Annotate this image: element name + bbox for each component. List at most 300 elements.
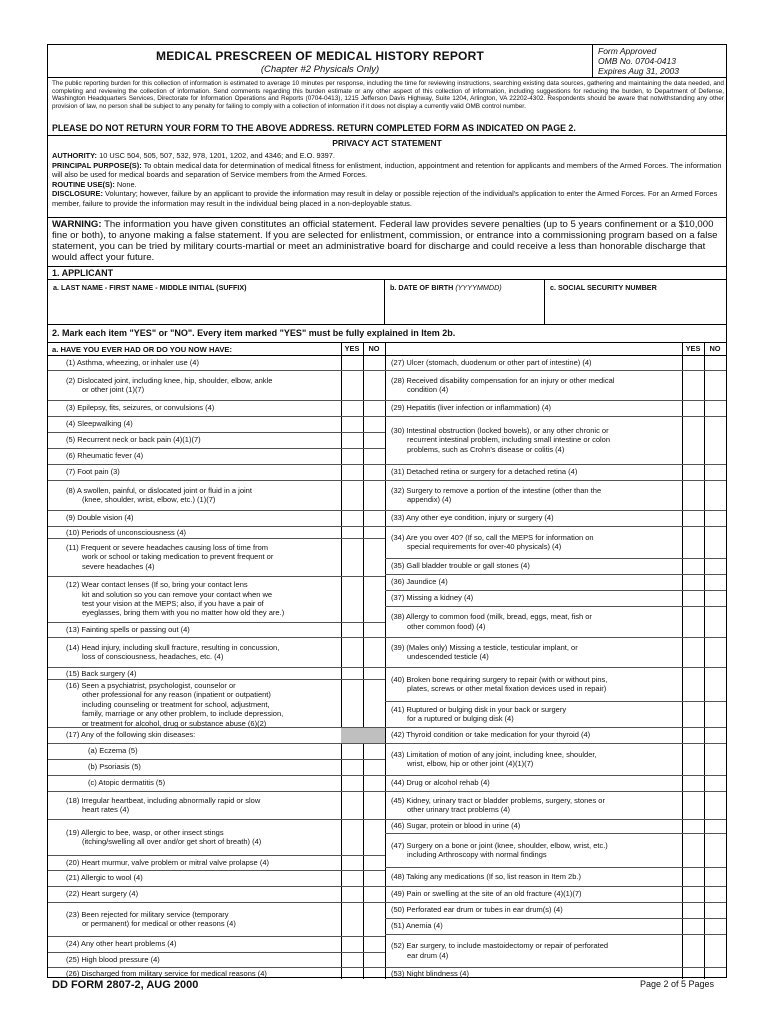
right-question-item	[391, 705, 566, 724]
question-line: (a) Eczema (5)	[88, 746, 138, 756]
left-row-divider	[48, 759, 385, 760]
right-yes-checkbox[interactable]	[682, 400, 704, 416]
right-no-checkbox[interactable]	[704, 558, 726, 574]
right-yes-checkbox[interactable]	[682, 743, 704, 775]
left-question-item	[66, 889, 138, 898]
right-yes-checkbox[interactable]	[682, 558, 704, 574]
question-line: (26) Discharged from military service for medical reasons (4)	[66, 969, 267, 978]
right-yes-checkbox[interactable]	[682, 510, 704, 526]
question-line: (7) Foot pain (3)	[66, 467, 120, 477]
left-no-checkbox[interactable]	[363, 480, 385, 510]
right-no-checkbox[interactable]	[704, 606, 726, 637]
left-question-item	[66, 513, 134, 522]
question-line: (31) Detached retina or surgery for a detached retina (4)	[391, 467, 578, 477]
right-row-divider	[385, 967, 726, 968]
left-question-item	[66, 681, 283, 728]
left-no-checkbox[interactable]	[363, 936, 385, 952]
left-no-checkbox[interactable]	[363, 791, 385, 819]
question-line: (3) Epilepsy, fits, seizures, or convulsions (4)	[66, 403, 215, 413]
right-row-divider	[385, 775, 726, 776]
left-no-checkbox[interactable]	[363, 855, 385, 870]
right-question-item	[391, 533, 594, 552]
right-question-item	[391, 750, 597, 769]
right-yes-checkbox[interactable]	[682, 918, 704, 934]
left-yes-checkbox[interactable]	[341, 679, 363, 727]
left-row-divider	[48, 679, 385, 680]
left-question-item	[66, 358, 199, 367]
right-yes-checkbox[interactable]	[682, 727, 704, 743]
question-line: (23) Been rejected for military service (temporary	[66, 909, 229, 919]
left-row-divider	[48, 480, 385, 481]
left-row-divider	[48, 400, 385, 401]
left-row-divider	[48, 936, 385, 937]
question-line: (24) Any other heart problems (4)	[66, 939, 177, 949]
left-yes-checkbox[interactable]	[341, 855, 363, 870]
right-yes-checkbox[interactable]	[682, 967, 704, 979]
question-line: (50) Perforated ear drum or tubes in ear drum(s) (4)	[391, 905, 563, 915]
right-no-header: NO	[709, 344, 721, 353]
right-yes-checkbox[interactable]	[682, 480, 704, 510]
question-line: (34) Are you over 40? (If so, call the MEPS for information on	[391, 532, 594, 542]
left-row-divider	[48, 819, 385, 820]
left-yes-checkbox[interactable]	[341, 967, 363, 979]
routine-text: None.	[116, 179, 137, 189]
right-yes-checkbox[interactable]	[682, 867, 704, 886]
right-question-item	[391, 358, 592, 367]
left-no-checkbox[interactable]	[363, 400, 385, 416]
left-question-item	[66, 796, 260, 815]
left-row-divider	[48, 370, 385, 371]
column-divider	[385, 343, 386, 979]
right-yes-checkbox[interactable]	[682, 902, 704, 918]
left-yes-checkbox[interactable]	[341, 370, 363, 400]
question-line: (27) Ulcer (stomach, duodenum or other part of intestine) (4)	[391, 357, 592, 367]
question-line: undescended testicle (4)	[407, 652, 489, 661]
authority-label: AUTHORITY:	[52, 151, 98, 160]
question-line: (knee, shoulder, wrist, elbow, etc.) (1)(7)	[82, 495, 216, 504]
question-line: work or school or taking medication to prevent frequent or	[82, 552, 274, 562]
form-approved: Form Approved	[598, 46, 657, 56]
question-line: (53) Night blindness (4)	[391, 969, 469, 978]
question-line: (16) Seen a psychiatrist, psychologist, counselor or	[66, 681, 236, 690]
left-no-checkbox[interactable]	[363, 679, 385, 727]
right-no-checkbox[interactable]	[704, 918, 726, 934]
question-line: (10) Periods of unconsciousness (4)	[66, 528, 187, 537]
purpose-label: PRINCIPAL PURPOSE(S):	[52, 160, 142, 170]
right-question-item	[391, 513, 554, 522]
left-yes-checkbox[interactable]	[341, 667, 363, 679]
right-yes-header: YES	[685, 344, 701, 353]
right-row-divider	[385, 370, 726, 371]
right-row-divider	[385, 590, 726, 591]
left-yes-checkbox[interactable]	[341, 464, 363, 480]
left-yes-checkbox[interactable]	[341, 759, 363, 775]
omb-number: OMB No. 0704-0413	[598, 56, 676, 66]
right-yes-checkbox[interactable]	[682, 355, 704, 370]
left-yes-checkbox[interactable]	[341, 637, 363, 667]
question-line: (46) Sugar, protein or blood in urine (4)	[391, 821, 521, 831]
left-yes-checkbox[interactable]	[341, 480, 363, 510]
right-yes-checkbox[interactable]	[682, 464, 704, 480]
left-no-checkbox[interactable]	[363, 637, 385, 667]
left-row-divider	[48, 464, 385, 465]
name-field[interactable]	[48, 280, 385, 324]
ssn-label: c. SOCIAL SECURITY NUMBER	[550, 283, 657, 292]
question-line: (52) Ear surgery, to include mastoidectomy or repair of perforated	[391, 941, 609, 951]
right-row-divider	[385, 833, 726, 834]
question-line: (itching/swelling all over and/or get short of breath) (4)	[82, 837, 262, 846]
header-divider	[48, 355, 726, 356]
left-row-divider	[48, 510, 385, 511]
left-row-divider	[48, 667, 385, 668]
left-row-divider	[48, 967, 385, 968]
left-yes-header: YES	[344, 344, 360, 353]
right-question-item	[391, 426, 610, 454]
right-row-divider	[385, 400, 726, 401]
left-row-divider	[48, 902, 385, 903]
left-yes-checkbox[interactable]	[341, 936, 363, 952]
left-yes-checkbox[interactable]	[341, 355, 363, 370]
right-row-divider	[385, 886, 726, 887]
right-row-divider	[385, 464, 726, 465]
left-no-checkbox[interactable]	[363, 775, 385, 791]
left-no-checkbox[interactable]	[363, 538, 385, 576]
question-line: (44) Drug or alcohol rehab (4)	[391, 778, 490, 788]
left-no-checkbox[interactable]	[363, 432, 385, 448]
left-yes-checkbox[interactable]	[341, 902, 363, 936]
right-question-item	[391, 675, 607, 694]
right-no-checkbox[interactable]	[704, 416, 726, 464]
question-line: other professional for any reason (inpatient or outpatient)	[82, 690, 271, 700]
left-yes-checkbox[interactable]	[341, 952, 363, 967]
question-line: (5) Recurrent neck or back pain (4)(1)(7)	[66, 435, 201, 445]
right-no-checkbox[interactable]	[704, 400, 726, 416]
right-no-checkbox[interactable]	[704, 775, 726, 791]
purpose-text: To obtain medical data for determination of medical fitness for enlistment, induction, appointment and retention for applicants and members of the Armed Forces. The information will also be used for medical boards and separation of Service members from the Armed Forces.	[52, 160, 722, 180]
left-row-divider	[48, 952, 385, 953]
left-yes-checkbox[interactable]	[341, 448, 363, 464]
right-question-item	[391, 612, 592, 631]
left-no-checkbox[interactable]	[363, 667, 385, 679]
left-question-item	[88, 746, 138, 755]
right-question-item	[391, 941, 608, 960]
right-row-divider	[385, 819, 726, 820]
left-no-checkbox[interactable]	[363, 870, 385, 886]
question-line: (28) Received disability compensation for an injury or other medical	[391, 375, 615, 385]
left-no-checkbox[interactable]	[363, 448, 385, 464]
right-yes-checkbox[interactable]	[682, 833, 704, 867]
right-no-checkbox[interactable]	[704, 480, 726, 510]
question-line: heart rates (4)	[82, 805, 130, 814]
right-yes-checkbox[interactable]	[682, 775, 704, 791]
question-line: test your vision at the MEPS; also, if you have a pair of	[82, 599, 264, 608]
left-yes-checkbox[interactable]	[341, 743, 363, 759]
left-row-divider	[48, 622, 385, 623]
right-no-checkbox[interactable]	[704, 902, 726, 918]
right-question-item	[391, 778, 490, 787]
left-question-item	[66, 435, 201, 444]
right-row-divider	[385, 526, 726, 527]
left-row-divider	[48, 526, 385, 527]
question-line: (11) Frequent or severe headaches causing loss of time from	[66, 542, 269, 552]
left-no-checkbox[interactable]	[363, 370, 385, 400]
left-no-checkbox[interactable]	[363, 952, 385, 967]
page-number: Page 2 of 5 Pages	[640, 979, 715, 989]
left-no-checkbox[interactable]	[363, 355, 385, 370]
left-row-divider	[48, 432, 385, 433]
left-yes-checkbox[interactable]	[341, 400, 363, 416]
right-yes-checkbox[interactable]	[682, 370, 704, 400]
left-yes-checkbox[interactable]	[341, 576, 363, 622]
right-no-checkbox[interactable]	[704, 701, 726, 727]
question-line: (49) Pain or swelling at the site of an old fracture (4)(1)(7)	[391, 889, 582, 899]
right-yes-checkbox[interactable]	[682, 416, 704, 464]
dob-label: b. DATE OF BIRTH	[390, 283, 454, 292]
right-no-checkbox[interactable]	[704, 355, 726, 370]
left-row-divider	[48, 855, 385, 856]
right-no-checkbox[interactable]	[704, 464, 726, 480]
question-line: (19) Allergic to bee, wasp, or other insect stings	[66, 827, 224, 837]
question-line: (6) Rheumatic fever (4)	[66, 451, 144, 461]
right-row-divider	[385, 701, 726, 702]
right-question-item	[391, 821, 520, 830]
right-question-item	[391, 730, 590, 739]
left-no-checkbox[interactable]	[363, 902, 385, 936]
right-no-checkbox[interactable]	[704, 510, 726, 526]
left-yes-checkbox[interactable]	[341, 510, 363, 526]
right-no-checkbox[interactable]	[704, 867, 726, 886]
left-question-item	[66, 580, 284, 618]
question-line: (33) Any other eye condition, injury or surgery (4)	[391, 513, 554, 523]
left-yes-checkbox[interactable]	[341, 622, 363, 637]
left-no-checkbox[interactable]	[363, 622, 385, 637]
warning-label: WARNING:	[52, 219, 102, 230]
left-row-divider	[48, 448, 385, 449]
right-question-item	[391, 561, 530, 570]
left-question-item	[66, 873, 143, 882]
left-row-divider	[48, 416, 385, 417]
left-question-item	[66, 403, 214, 412]
question-line: or permanent) for medical or other reasons (4)	[82, 919, 236, 928]
right-no-checkbox[interactable]	[704, 934, 726, 967]
question-line: (42) Thyroid condition or take medication for your thyroid (4)	[391, 730, 591, 740]
right-no-checkbox[interactable]	[704, 370, 726, 400]
right-yes-checkbox[interactable]	[682, 606, 704, 637]
right-no-checkbox[interactable]	[704, 526, 726, 558]
right-row-divider	[385, 727, 726, 728]
right-no-checkbox[interactable]	[704, 819, 726, 833]
left-row-divider	[48, 775, 385, 776]
right-yes-checkbox[interactable]	[682, 637, 704, 667]
right-yes-checkbox[interactable]	[682, 574, 704, 590]
right-row-divider	[385, 637, 726, 638]
right-row-divider	[385, 934, 726, 935]
right-question-item	[391, 593, 473, 602]
omb-block	[598, 46, 679, 76]
left-no-checkbox[interactable]	[363, 510, 385, 526]
left-yes-checkbox[interactable]	[341, 819, 363, 855]
applicant-heading: 1. APPLICANT	[52, 268, 114, 278]
right-question-item	[391, 486, 601, 505]
right-question-item	[391, 905, 563, 914]
left-question-item	[66, 543, 273, 571]
right-no-checkbox[interactable]	[704, 590, 726, 606]
left-no-checkbox[interactable]	[363, 576, 385, 622]
left-question-item	[66, 828, 261, 847]
right-yes-checkbox[interactable]	[682, 934, 704, 967]
question-line: including counseling or treatment for school, adjustment,	[82, 699, 270, 709]
question-line: (25) High blood pressure (4)	[66, 954, 160, 964]
question-line: for a ruptured or bulging disk (4)	[407, 714, 514, 723]
left-no-checkbox[interactable]	[363, 759, 385, 775]
right-yes-checkbox[interactable]	[682, 590, 704, 606]
left-question-item	[66, 528, 186, 537]
left-yes-checkbox[interactable]	[341, 791, 363, 819]
question-line: (4) Sleepwalking (4)	[66, 419, 133, 429]
right-no-checkbox[interactable]	[704, 791, 726, 819]
right-no-checkbox[interactable]	[704, 637, 726, 667]
question-line: recurrent intestinal problem, including small intestine or colon	[407, 435, 611, 445]
left-question-item	[66, 467, 120, 476]
left-yes-checkbox[interactable]	[341, 538, 363, 576]
right-no-checkbox[interactable]	[704, 727, 726, 743]
question-line: wrist, elbow, hip or other joint (4)(1)(7)	[407, 759, 534, 768]
form-header	[48, 45, 726, 78]
question-line: (29) Hepatitis (liver infection or inflammation) (4)	[391, 403, 552, 413]
right-question-item	[391, 376, 614, 395]
left-no-checkbox[interactable]	[363, 967, 385, 979]
question-line: (13) Fainting spells or passing out (4)	[66, 624, 190, 634]
left-yes-checkbox[interactable]	[341, 775, 363, 791]
left-row-divider	[48, 743, 385, 744]
left-row-divider	[48, 870, 385, 871]
left-question-item	[66, 910, 236, 929]
left-no-checkbox[interactable]	[363, 416, 385, 432]
question-line: severe headaches (4)	[82, 561, 155, 571]
question-line: special requirements for over-40 physicals) (4)	[407, 542, 562, 551]
dob-format: (YYYYMMDD)	[455, 283, 502, 292]
form-id: DD FORM 2807-2, AUG 2000	[52, 979, 199, 991]
left-question-item	[66, 451, 143, 460]
left-row-divider	[48, 576, 385, 577]
right-question-item	[391, 577, 448, 586]
left-no-checkbox[interactable]	[363, 886, 385, 902]
right-question-item	[391, 889, 582, 898]
dob-field[interactable]	[385, 280, 545, 324]
warning-text: The information you have given constitutes an official statement. Federal law provides severe penalties (up to 5 years confinement or a $10,000 fine or both), to anyone making a false statement. If you are selected for enlistment, commission, or entrance into a commissioning program based on a false statement, you can be tried by military courts-martial or meet an administrative board for discharge and could receive a less than honorable discharge that would affect your future.	[52, 219, 718, 263]
left-row-divider	[48, 727, 385, 728]
question-line: (9) Double vision (4)	[66, 513, 134, 523]
question-line: (2) Dislocated joint, including knee, hip, shoulder, elbow, ankle	[66, 375, 273, 385]
right-no-checkbox[interactable]	[704, 667, 726, 701]
left-question-item	[66, 486, 252, 505]
left-yes-checkbox[interactable]	[341, 886, 363, 902]
left-question-item	[88, 778, 165, 787]
right-no-checkbox[interactable]	[704, 967, 726, 979]
right-yes-checkbox[interactable]	[682, 819, 704, 833]
left-yes-checkbox[interactable]	[341, 526, 363, 538]
right-yes-checkbox[interactable]	[682, 791, 704, 819]
left-question-item	[66, 643, 279, 662]
right-row-divider	[385, 510, 726, 511]
right-question-item	[391, 403, 551, 412]
disclosure-label: DISCLOSURE:	[52, 189, 103, 199]
question-line: (21) Allergic to wool (4)	[66, 873, 143, 883]
question-line: or other joint (1)(7)	[82, 385, 145, 394]
left-yes-checkbox[interactable]	[341, 432, 363, 448]
right-question-item	[391, 796, 605, 815]
question-line: (41) Ruptured or bulging disk in your back or surgery	[391, 704, 567, 714]
authority-text: 10 USC 504, 505, 507, 532, 978, 1201, 1202, and 4346; and E.O. 9397.	[99, 151, 335, 160]
left-row-divider	[48, 886, 385, 887]
question-line: (40) Broken bone requiring surgery to repair (with or without pins,	[391, 674, 608, 684]
right-question-item	[391, 969, 469, 978]
left-question-item	[66, 419, 133, 428]
left-yes-checkbox[interactable]	[341, 416, 363, 432]
page-title: MEDICAL PRESCREEN OF MEDICAL HISTORY REPORT	[156, 49, 484, 63]
right-no-checkbox[interactable]	[704, 886, 726, 902]
questions-table	[48, 342, 726, 979]
left-no-header: NO	[368, 344, 380, 353]
right-no-checkbox[interactable]	[704, 574, 726, 590]
right-row-divider	[385, 867, 726, 868]
question-line: (47) Surgery on a bone or joint (knee, shoulder, elbow, wrist, etc.)	[391, 840, 608, 850]
right-yes-checkbox[interactable]	[682, 526, 704, 558]
right-yes-checkbox[interactable]	[682, 886, 704, 902]
question-line: (15) Back surgery (4)	[66, 669, 137, 678]
left-yes-checkbox[interactable]	[341, 870, 363, 886]
warning-box	[48, 217, 726, 267]
question-line: (38) Allergy to common food (milk, bread, eggs, meat, fish or	[391, 612, 592, 622]
question-line: (1) Asthma, wheezing, or inhaler use (4)	[66, 357, 199, 367]
question-line: including Arthroscopy with normal findings	[407, 850, 547, 859]
left-no-checkbox[interactable]	[363, 743, 385, 759]
left-no-checkbox[interactable]	[363, 464, 385, 480]
right-row-divider	[385, 480, 726, 481]
privacy-statement	[52, 151, 724, 209]
right-question-item	[391, 643, 578, 662]
left-row-divider	[48, 538, 385, 539]
left-question-item	[66, 669, 136, 678]
left-question-item	[66, 625, 190, 634]
left-row-divider	[48, 791, 385, 792]
left-no-checkbox[interactable]	[363, 526, 385, 538]
right-yes-checkbox[interactable]	[682, 701, 704, 727]
left-no-checkbox[interactable]	[363, 819, 385, 855]
question-line: (37) Missing a kidney (4)	[391, 593, 474, 603]
question-line: eyeglasses, bring them with you no matter how old they are.)	[82, 608, 285, 618]
left-question-item	[66, 730, 195, 739]
left-no-checkbox	[363, 727, 385, 743]
question-line: plates, screws or other metal fixation devices used in repair)	[407, 684, 607, 693]
left-question-item	[66, 969, 267, 978]
question-line: (30) Intestinal obstruction (locked bowels), or any other chronic or	[391, 425, 609, 435]
applicant-row	[48, 279, 726, 325]
question-line: (18) Irregular heartbeat, including abnormally rapid or slow	[66, 795, 261, 805]
left-yes-checkbox	[341, 727, 363, 743]
right-row-divider	[385, 667, 726, 668]
ssn-field[interactable]	[545, 280, 726, 324]
question-line: other urinary tract problems (4)	[407, 805, 510, 814]
question-line: family, marriage or any other problem, to include depression,	[82, 709, 284, 719]
right-no-checkbox[interactable]	[704, 833, 726, 867]
question-line: (20) Heart murmur, valve problem or mitral valve prolapse (4)	[66, 857, 269, 867]
question-line: condition (4)	[407, 385, 449, 394]
right-no-checkbox[interactable]	[704, 743, 726, 775]
left-question-item	[66, 858, 269, 867]
question-line: (14) Head injury, including skull fracture, resulting in concussion,	[66, 642, 280, 652]
right-yes-checkbox[interactable]	[682, 667, 704, 701]
